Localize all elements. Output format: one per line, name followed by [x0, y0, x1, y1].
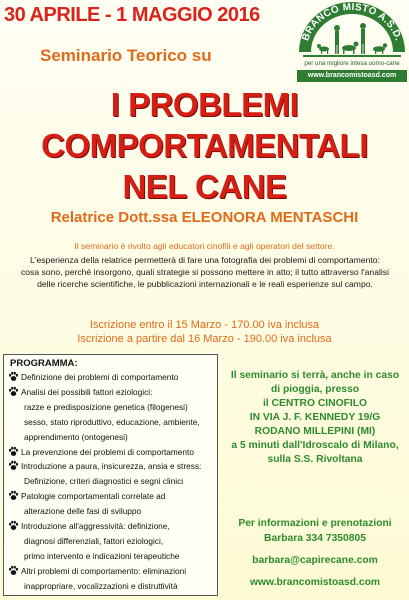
venue-line-1: Il seminario si terrà, anche in caso	[230, 370, 400, 381]
program-item-detail: apprendimento (ontogenesi)	[24, 431, 128, 442]
program-box	[3, 354, 218, 596]
program-title: PROGRAMMA:	[10, 358, 78, 369]
contact-heading: Per informazioni e prenotazioni	[238, 518, 392, 529]
contact-phone[interactable]: Barbara 334 7350805	[264, 533, 366, 544]
program-item-detail: primo intervento e indicazioni terapeutiche	[24, 550, 180, 561]
program-item: Patologie comportamentali correlate ad	[21, 491, 166, 502]
program-item-detail: sesso, stato riproduttivo, educazione, ambiente,	[24, 416, 200, 427]
paw-icon	[8, 386, 19, 397]
program-item: Definizione dei problemi di comportamento	[21, 372, 179, 382]
logo-url: www.brancomistoasd.com	[297, 70, 407, 82]
paw-icon	[8, 446, 19, 457]
seminar-subtitle: Seminario Teorico su	[40, 46, 212, 65]
contact-email[interactable]: barbara@capirecane.com	[252, 555, 378, 566]
title-line-3: NEL CANE	[122, 168, 287, 205]
venue-line-7: sulla S.S. Rivoltana	[267, 454, 363, 465]
paw-icon	[8, 520, 19, 531]
registration-early: Iscrizione entro il 15 Marzo - 170.00 iva inclusa	[89, 319, 320, 331]
svg-text:BRANCO MISTO A.S.D.	[300, 2, 403, 42]
event-dates: 30 APRILE - 1 MAGGIO 2016	[4, 4, 260, 26]
program-item: Introduzione all'aggressività: definizione,	[21, 521, 170, 531]
registration-late: Iscrizione a partire dal 16 Marzo - 190.00 iva inclusa	[77, 333, 332, 345]
venue-line-4: IN VIA J. F. KENNEDY 19/G	[249, 412, 381, 423]
logo-tagline: per una migliore intesa uomo-cane	[304, 60, 400, 67]
speaker: Relatrice Dott.ssa ELEONORA MENTASCHI	[50, 209, 359, 226]
program-item: La prevenzione dei problemi di comportamento	[21, 446, 194, 457]
program-item: Analisi dei possibili fattori eziologici:	[21, 386, 153, 397]
venue-line-2: di pioggia, presso	[270, 384, 360, 395]
program-item-detail: razze e predisposizione genetica (filogenesi)	[24, 401, 188, 412]
contact-website[interactable]: www.brancomistoasd.com	[249, 577, 381, 588]
paw-icon	[8, 565, 19, 576]
paw-icon	[8, 371, 19, 382]
program-item-detail: inappropriare, vocalizzazioni e distruttività	[24, 580, 178, 591]
venue-line-5: RODANO MILLEPINI (MI)	[254, 426, 376, 437]
program-item-detail: alterazione delle fasi di sviluppo	[24, 506, 142, 517]
program-item: Introduzione a paura, insicurezza, ansia e stress:	[21, 461, 202, 472]
venue-line-3: il CENTRO CINOFILO	[262, 398, 368, 409]
logo-text: BRANCO MISTO A.S.D.	[300, 2, 404, 43]
program-item-detail: diagnosi differenziali, fattori eziologici,	[24, 535, 164, 546]
venue-line-6: a 5 minuti dall'Idroscalo di Milano,	[231, 440, 399, 451]
intro-body: L'esperienza della relatrice permetterà di fare una fotografia dei problemi di comportamento: cosa sono, perché insorgono, quali strategie si possono mettere in atto; il tutto attraverso l'analisi delle ricerche scientifiche, le pubblicazioni internazionali e le reali esperienze sul campo.	[20, 255, 390, 289]
title-line-2: COMPORTAMENTALI	[41, 127, 368, 164]
title-line-1: I PROBLEMI	[110, 86, 299, 123]
paw-icon	[8, 490, 19, 501]
silhouettes-icon	[317, 23, 387, 54]
intro-audience: Il seminario è rivolto agli educatori cinofili e agli operatori del settore.	[74, 241, 335, 251]
program-item-detail: Definizione, criteri diagnostici e segni clinici	[24, 476, 184, 487]
program-item: Altri problemi di comportamento: eliminazioni	[21, 565, 187, 576]
paw-icon	[8, 460, 19, 471]
